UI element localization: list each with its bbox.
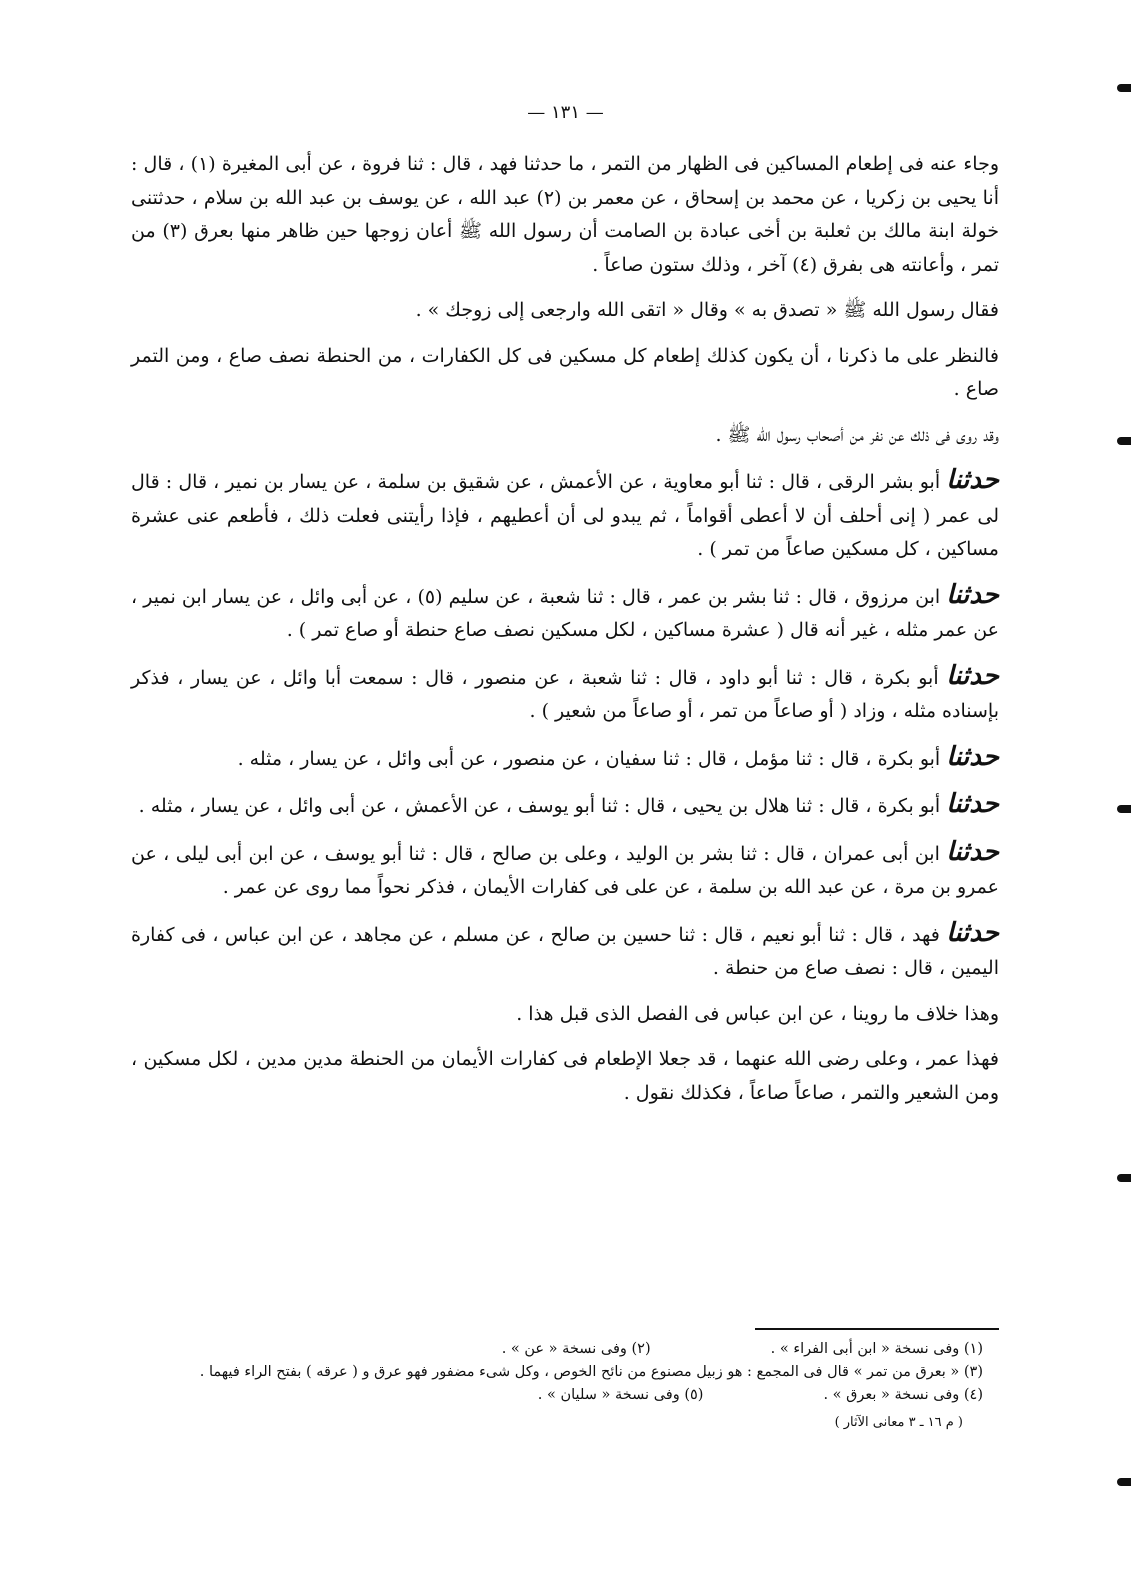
paragraph-text: فالنظر على ما ذكرنا ، أن يكون كذلك إطعام كل مسكين فى كل الكفارات ، من الحنطة نصف صاع ، ومن التمر صاع . (131, 344, 999, 400)
footnote-row (131, 1338, 983, 1361)
haddathana-heading: حدثنا (946, 741, 999, 772)
haddathana-heading: حدثنا (946, 465, 999, 495)
scan-edge-mark (1117, 84, 1131, 92)
main-text (131, 148, 999, 1110)
scan-edge-mark (1117, 805, 1131, 813)
haddathana-heading: حدثنا (946, 579, 999, 610)
scan-edge-mark (1117, 1174, 1131, 1182)
paragraph-text: وهذا خلاف ما روينا ، عن ابن عباس فى الفصل الذى قبل هذا . (516, 1002, 999, 1025)
paragraph-text: فهذا عمر ، وعلى رضى الله عنهما ، قد جعلا الإطعام فى كفارات الأيمان من الحنطة مدين مدين ، لكل مسكين ، ومن الشعير والتمر ، صاعاً صاعاً ، فكذلك نقول . (131, 1048, 999, 1104)
hadith-paragraph (131, 579, 999, 648)
footnotes (131, 1338, 983, 1434)
hadith-paragraph (131, 836, 999, 905)
paragraph-conclusion (131, 1043, 999, 1110)
hadith-paragraph (131, 917, 999, 986)
scan-edge-mark (1117, 437, 1131, 445)
paragraph-text: أبو بكرة ، قال : ثنا مؤمل ، قال : ثنا سفيان ، عن منصور ، عن أبى وائل ، عن يسار ، مثله . (237, 747, 941, 770)
paragraph-text: فهد ، قال : ثنا أبو نعيم ، قال : ثنا حسين بن صالح ، عن مسلم ، عن مجاهد ، عن ابن عباس ، فى كفارة اليمين ، قال : نصف صاع من حنطة . (131, 923, 999, 979)
paragraph-text: أبو بشر الرقى ، قال : ثنا أبو معاوية ، عن الأعمش ، عن شقيق بن سلمة ، عن يسار بن نمير ، قال : قال لى عمر ( إنى أحلف أن لا أعطى أقواماً ، ثم يبدو لى أن أعطيهم ، فإذا رأيتنى فعلت ذلك ، فأطعم عنى عشرة مساكين ، كل مسكين صاعاً من تمر ) . (131, 471, 999, 560)
footnote-1: (١) وفى نسخة « ابن أبى الفراء » . (770, 1341, 983, 1357)
paragraph-contrast (131, 998, 999, 1032)
paragraph-reasoning (131, 340, 999, 407)
hadith-paragraph (131, 464, 999, 567)
footnote-4: (٤) وفى نسخة « بعرق » . (823, 1387, 983, 1403)
haddathana-heading: حدثنا (946, 789, 999, 819)
paragraph-zihar (131, 148, 999, 282)
footnote-2: (٢) وفى نسخة « عن » . (501, 1341, 651, 1357)
hadith-paragraph (131, 741, 999, 777)
paragraph-text: وقد روى فى ذلك عن نفر من أصحاب رسول الله ﷺ . (715, 423, 999, 446)
haddathana-heading: حدثنا (946, 917, 999, 948)
footnote-3: (٣) « بعرق من تمر » قال فى المجمع : هو زبيل مصنوع من نائح الخوص ، وكل شىء مضفور فهو عرق و ( عرقه ) بفتح الراء فيهما . (199, 1364, 983, 1380)
paragraph-text: فقال رسول الله ﷺ « تصدق به » وقال « اتقى الله وارجعى إلى زوجك » . (415, 299, 999, 321)
page-number: — ١٣١ — (527, 102, 604, 123)
paragraph-text: ابن مرزوق ، قال : ثنا بشر بن عمر ، قال : ثنا شعبة ، عن سليم (٥) ، عن أبى وائل ، عن يسار ابن نمير ، عن عمر مثله ، غير أنه قال ( عشرة مساكين ، لكل مسكين نصف صاع حنطة أو صاع تمر ) . (131, 585, 999, 641)
printer-signature: ( م ١٦ ـ ٣ معانى الآثار ) (834, 1415, 963, 1430)
footnote-row (131, 1384, 983, 1407)
paragraph-text: ابن أبى عمران ، قال : ثنا بشر بن الوليد ، وعلى بن صالح ، قال : ثنا أبو يوسف ، عن ابن أبى ليلى ، عن عمرو بن مرة ، عن عبد الله بن سلمة ، عن على فى كفارات الأيمان ، فذكر نحواً مما روى عن عمر . (131, 842, 999, 898)
hadith-paragraph (131, 660, 999, 729)
haddathana-heading: حدثنا (946, 836, 999, 867)
footnote-divider (755, 1328, 999, 1330)
paragraph-companions (131, 419, 999, 453)
paragraph-text: أبو بكرة ، قال : ثنا أبو داود ، قال : ثنا شعبة ، عن منصور ، قال : سمعت أبا وائل ، عن يسار ، فذكر بإسناده مثله ، وزاد ( أو صاعاً من تمر ، أو صاعاً من شعير ) . (131, 666, 999, 722)
scan-edge-mark (1117, 1478, 1131, 1486)
haddathana-heading: حدثنا (946, 660, 999, 691)
paragraph-prophet-saying (131, 294, 999, 328)
paragraph-text: وجاء عنه فى إطعام المساكين فى الظهار من التمر ، ما حدثنا فهد ، قال : ثنا فروة ، عن أبى المغيرة (١) ، قال : أنا يحيى بن زكريا ، عن محمد بن إسحاق ، عن معمر بن (٢) عبد الله ، عن يوسف بن عبد الله بن سلام ، حدثتنى خولة ابنة مالك بن ثعلبة بن أخى عبادة بن الصامت أن رسول الله ﷺ أعان زوجها حين ظاهر منها بعرق (٣) من تمر ، وأعانته هى بفرق (٤) آخر ، وذلك ستون صاعاً . (131, 153, 1000, 276)
paragraph-text: أبو بكرة ، قال : ثنا هلال بن يحيى ، قال : ثنا أبو يوسف ، عن الأعمش ، عن أبى وائل ، عن يسار ، مثله . (138, 795, 941, 817)
footnote-5: (٥) وفى نسخة « سليان » . (537, 1387, 704, 1403)
hadith-paragraph (131, 788, 999, 824)
